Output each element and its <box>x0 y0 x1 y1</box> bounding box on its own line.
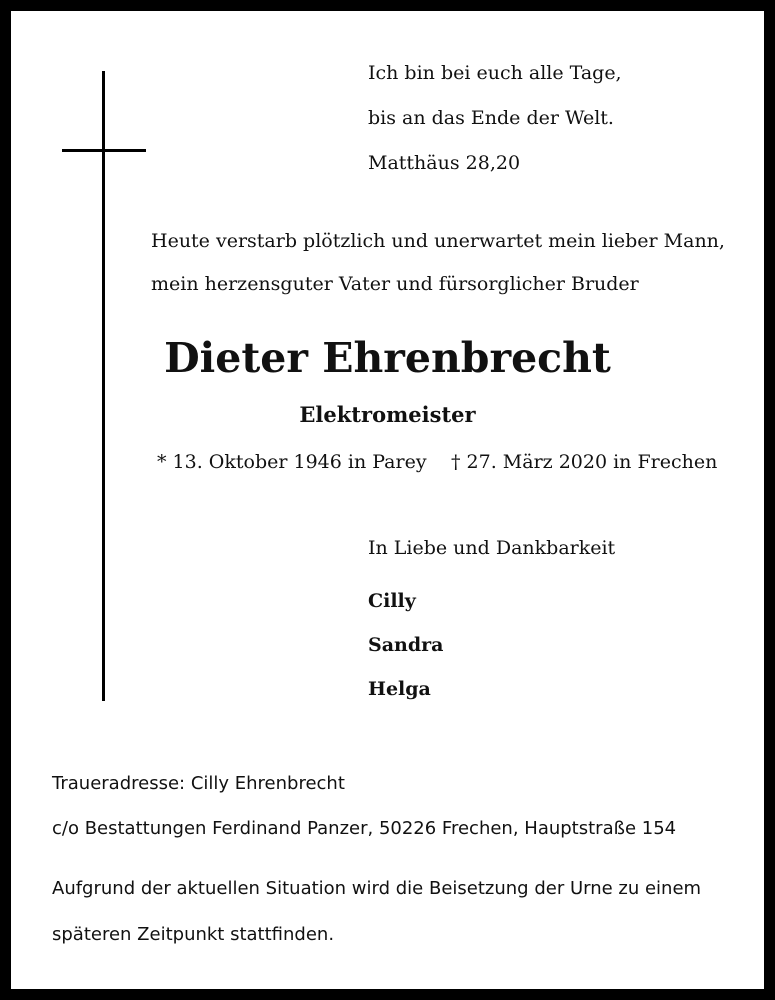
burial-notice-line-2: späteren Zeitpunkt stattfinden. <box>52 924 335 945</box>
deceased-name: Dieter Ehrenbrecht <box>164 334 611 382</box>
cross-vertical-bar <box>102 71 105 701</box>
mourning-address-line-1: Traueradresse: Cilly Ehrenbrecht <box>52 773 345 794</box>
relative-name-3: Helga <box>368 678 431 700</box>
verse-reference: Matthäus 28,20 <box>368 152 521 174</box>
deceased-profession: Elektromeister <box>299 402 476 427</box>
relative-name-2: Sandra <box>368 634 444 656</box>
birth-date: * 13. Oktober 1946 in Parey <box>157 451 427 473</box>
intro-line-2: mein herzensguter Vater und fürsorglicher Bruder <box>151 273 639 295</box>
relatives-intro: In Liebe und Dankbarkeit <box>368 537 616 559</box>
burial-notice-line-1: Aufgrund der aktuellen Situation wird die Beisetzung der Urne zu einem <box>52 878 702 899</box>
intro-line-1: Heute verstarb plötzlich und unerwartet mein lieber Mann, <box>151 230 725 252</box>
cross-horizontal-bar <box>62 149 146 152</box>
mourning-address-line-2: c/o Bestattungen Ferdinand Panzer, 50226 Frechen, Hauptstraße 154 <box>52 818 677 839</box>
death-date: † 27. März 2020 in Frechen <box>451 451 718 473</box>
verse-line-2: bis an das Ende der Welt. <box>368 107 614 129</box>
relative-name-1: Cilly <box>368 590 416 612</box>
verse-line-1: Ich bin bei euch alle Tage, <box>368 62 622 84</box>
